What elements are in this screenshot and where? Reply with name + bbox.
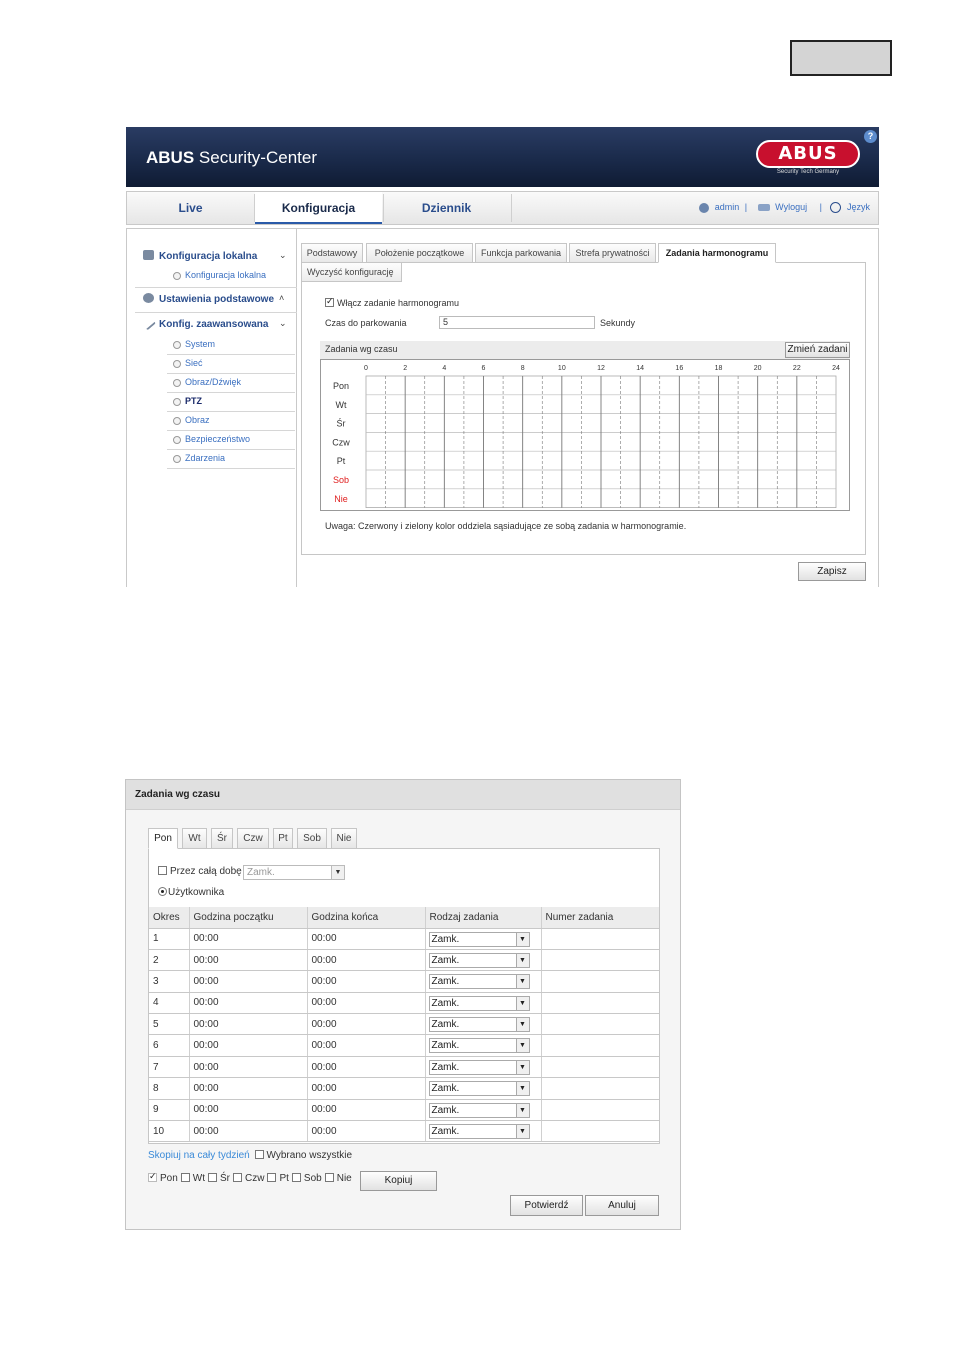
app-title: ABUS Security-Center — [146, 148, 317, 167]
chevron-down-icon: ▼ — [516, 1061, 529, 1074]
start-time-cell[interactable]: 00:00 — [189, 1035, 307, 1056]
day-label: Czw — [332, 437, 350, 448]
copy-day-checkbox[interactable] — [148, 1173, 157, 1182]
task-type-cell[interactable] — [425, 1099, 541, 1120]
task-type-select[interactable]: Zamk. ▼ — [429, 1103, 530, 1118]
start-time-cell[interactable]: 00:00 — [189, 1014, 307, 1035]
language-link[interactable]: Język — [846, 202, 870, 212]
start-time-cell[interactable]: 00:00 — [189, 971, 307, 992]
task-type-cell[interactable] — [425, 971, 541, 992]
period-cell: 10 — [149, 1121, 189, 1142]
task-type-select[interactable]: Zamk. ▼ — [429, 1017, 530, 1032]
copy-day-label: Wt — [192, 1173, 206, 1184]
task-dialog-screenshot — [125, 779, 681, 1230]
start-time-cell[interactable]: 00:00 — [189, 928, 307, 949]
hour-label: 24 — [832, 365, 840, 372]
custom-radio[interactable] — [158, 887, 167, 896]
all-day-checkbox[interactable] — [158, 866, 167, 875]
tab-day-tue[interactable]: Wt — [182, 828, 207, 849]
period-cell: 9 — [149, 1099, 189, 1120]
end-time-cell[interactable]: 00:00 — [307, 1014, 425, 1035]
chevron-down-icon: ▼ — [516, 933, 529, 946]
day-label: Nie — [334, 493, 348, 504]
sidebar-item-image[interactable]: Obraz — [167, 412, 295, 431]
sidebar-item-network[interactable]: Sieć — [167, 355, 295, 374]
separator: | — [744, 202, 748, 212]
schedule-timeline[interactable] — [321, 360, 849, 510]
chevron-down-icon: ▼ — [516, 1125, 529, 1138]
hour-label: 8 — [520, 365, 525, 372]
enable-schedule-checkbox[interactable] — [325, 298, 334, 307]
enable-schedule-row — [325, 298, 459, 308]
day-label: Pt — [336, 456, 346, 467]
header-banner — [126, 127, 879, 187]
chevron-down-icon: ▼ — [516, 1018, 529, 1031]
all-day-select[interactable]: Zamk. ▼ — [243, 865, 345, 880]
dialog-body — [148, 848, 660, 1144]
dialog-title: Zadania wg czasu — [126, 780, 680, 810]
sidebar-item-ptz[interactable]: PTZ — [167, 393, 295, 412]
enable-schedule-label: Włącz zadanie harmonogramu — [337, 298, 460, 308]
table-row — [149, 971, 659, 992]
task-number-cell — [541, 992, 659, 1013]
chevron-down-icon: ▼ — [516, 954, 529, 967]
wrench-icon — [141, 316, 156, 331]
period-cell: 1 — [149, 928, 189, 949]
copy-day-label: Sob — [303, 1173, 322, 1184]
table-row — [149, 949, 659, 970]
task-number-cell — [541, 1099, 659, 1120]
period-cell: 5 — [149, 1014, 189, 1035]
day-label: Pon — [332, 381, 350, 391]
sidebar-local-config[interactable]: Konfiguracja lokalna — [143, 250, 257, 262]
sidebar-item-events[interactable]: Zdarzenia — [167, 450, 295, 469]
sidebar-advanced-config[interactable]: Konfig. zaawansowana — [143, 318, 268, 330]
copy-button[interactable]: Kopiuj — [360, 1171, 437, 1191]
abus-logo: ABUS — [756, 140, 860, 168]
hour-label: 20 — [753, 365, 762, 372]
task-number-cell — [541, 1078, 659, 1099]
hour-label: 4 — [442, 365, 447, 372]
start-time-cell[interactable]: 00:00 — [189, 1078, 307, 1099]
tab-day-wed[interactable]: Śr — [211, 828, 233, 849]
confirm-button[interactable]: Potwierdź — [510, 1195, 583, 1216]
tab-day-sun[interactable]: Nie — [331, 828, 357, 849]
period-cell: 3 — [149, 971, 189, 992]
chevron-down-icon: ▼ — [516, 975, 529, 988]
task-number-cell — [541, 1014, 659, 1035]
task-number-cell — [541, 928, 659, 949]
task-type-cell[interactable] — [425, 1078, 541, 1099]
chevron-down-icon: ▼ — [516, 1104, 529, 1117]
monitor-icon — [143, 250, 154, 260]
period-cell: 6 — [149, 1035, 189, 1056]
table-row — [149, 1078, 659, 1099]
scheduled-tasks-panel — [301, 262, 866, 555]
start-time-cell[interactable]: 00:00 — [189, 1056, 307, 1077]
logout-icon — [758, 204, 770, 211]
tab-day-mon[interactable]: Pon — [148, 828, 178, 849]
nav-tab-live[interactable]: Live — [178, 201, 203, 215]
end-time-cell[interactable]: 00:00 — [307, 1099, 425, 1120]
content-area — [126, 228, 879, 587]
copy-week-row — [148, 1150, 352, 1161]
chevron-down-icon[interactable]: ⌄ — [279, 318, 287, 328]
globe-icon — [830, 202, 841, 213]
hour-label: 22 — [792, 365, 801, 372]
start-time-cell[interactable]: 00:00 — [189, 992, 307, 1013]
task-type-cell[interactable] — [425, 992, 541, 1013]
select-all-checkbox[interactable] — [255, 1150, 264, 1159]
hour-label: 0 — [364, 365, 368, 372]
end-time-cell[interactable]: 00:00 — [307, 928, 425, 949]
task-type-cell[interactable] — [425, 928, 541, 949]
tab-privacy-zone[interactable]: Strefa prywatności — [569, 243, 656, 263]
chevron-down-icon: ▼ — [331, 866, 344, 879]
main-panel — [301, 243, 866, 577]
all-day-label: Przez całą dobę — [170, 866, 242, 877]
end-time-cell[interactable]: 00:00 — [307, 1121, 425, 1142]
hour-label: 6 — [481, 365, 486, 372]
column-header: Rodzaj zadania — [425, 907, 541, 928]
copy-day-checkbox[interactable] — [292, 1173, 301, 1182]
tab-clear-config[interactable]: Wyczyść konfigurację — [302, 263, 402, 282]
edit-schedule-button[interactable]: Zmień zadani — [785, 342, 850, 358]
column-header: Godzina końca — [307, 907, 425, 928]
tasks-table — [149, 907, 659, 1142]
day-label: Śr — [336, 418, 346, 429]
start-time-cell[interactable]: 00:00 — [189, 1121, 307, 1142]
task-type-select[interactable]: Zamk. ▼ — [429, 1038, 530, 1053]
task-type-cell[interactable] — [425, 1121, 541, 1142]
hour-label: 10 — [557, 365, 566, 372]
hour-label: 18 — [714, 365, 723, 372]
end-time-cell[interactable]: 00:00 — [307, 992, 425, 1013]
chevron-down-icon: ▼ — [516, 1082, 529, 1095]
task-type-cell[interactable] — [425, 1014, 541, 1035]
task-number-cell — [541, 949, 659, 970]
chevron-up-icon[interactable]: ˄ — [279, 293, 285, 303]
schedule-config-screenshot — [126, 127, 879, 587]
day-label: Wt — [335, 399, 347, 410]
sidebar-basic-settings[interactable]: Ustawienia podstawowe — [143, 293, 274, 305]
sidebar-item-security[interactable]: Bezpieczeństwo — [167, 431, 295, 450]
copy-day-label: Pon — [160, 1173, 178, 1184]
hour-label: 2 — [403, 365, 408, 372]
start-time-cell[interactable]: 00:00 — [189, 1099, 307, 1120]
copy-day-checkbox[interactable] — [208, 1173, 217, 1182]
task-type-cell[interactable] — [425, 1056, 541, 1077]
task-type-cell[interactable] — [425, 1035, 541, 1056]
sidebar-divider — [135, 287, 297, 288]
sidebar-item-local-config[interactable]: Konfiguracja lokalna — [167, 267, 295, 286]
weekly-schedule-grid[interactable] — [320, 359, 850, 511]
user-name[interactable]: admin — [714, 202, 740, 212]
tab-day-fri[interactable]: Pt — [273, 828, 293, 849]
user-icon — [699, 203, 709, 213]
schedule-note: Uwaga: Czerwony i zielony kolor oddziela sąsiadujące ze sobą zadania w harmonogramie. — [325, 521, 687, 531]
tab-scheduled-tasks[interactable]: Zadania harmonogramu — [658, 243, 776, 263]
nav-tab-dziennik[interactable]: Dziennik — [421, 201, 472, 215]
hour-label: 12 — [597, 365, 605, 372]
park-time-input[interactable]: 5 — [439, 316, 595, 329]
table-row — [149, 1099, 659, 1120]
copy-day-label: Śr — [220, 1173, 231, 1184]
tab-park-function[interactable]: Funkcja parkowania — [475, 243, 567, 263]
task-type-select[interactable]: Zamk. ▼ — [429, 974, 530, 989]
sidebar-item-image-audio[interactable]: Obraz/Dźwięk — [167, 374, 295, 393]
tab-day-thu[interactable]: Czw — [237, 828, 269, 849]
hour-label: 14 — [636, 365, 645, 372]
tab-initial-position[interactable]: Położenie początkowe — [366, 243, 473, 263]
task-number-cell — [541, 971, 659, 992]
task-number-cell — [541, 1056, 659, 1077]
custom-row — [158, 887, 224, 898]
column-header: Godzina początku — [189, 907, 307, 928]
gear-icon — [143, 293, 154, 303]
table-row — [149, 928, 659, 949]
task-type-select[interactable]: Zamk. ▼ — [429, 1081, 530, 1096]
task-type-select[interactable]: Zamk. ▼ — [429, 932, 530, 947]
copy-day-checkbox[interactable] — [267, 1173, 276, 1182]
task-type-cell[interactable] — [425, 949, 541, 970]
column-header: Numer zadania — [541, 907, 659, 928]
task-type-select[interactable]: Zamk. ▼ — [429, 1124, 530, 1139]
copy-day-checkbox[interactable] — [325, 1173, 334, 1182]
tab-day-sat[interactable]: Sob — [297, 828, 327, 849]
task-type-select[interactable]: Zamk. ▼ — [429, 953, 530, 968]
table-row — [149, 1121, 659, 1142]
copy-day-label: Nie — [336, 1173, 352, 1184]
all-day-row — [158, 866, 242, 877]
period-cell: 7 — [149, 1056, 189, 1077]
copy-week-link[interactable]: Skopiuj na cały tydzień — [148, 1150, 250, 1161]
task-number-cell — [541, 1121, 659, 1142]
user-bar — [696, 202, 870, 213]
copy-day-label: Pt — [279, 1173, 289, 1184]
custom-label: Użytkownika — [168, 887, 225, 898]
copy-day-checkbox[interactable] — [233, 1173, 242, 1182]
page-number-box — [790, 40, 892, 76]
park-time-label: Czas do parkowania — [325, 318, 407, 328]
copy-day-checkbox[interactable] — [181, 1173, 190, 1182]
table-row — [149, 1056, 659, 1077]
chevron-down-icon: ▼ — [516, 1039, 529, 1052]
table-row — [149, 992, 659, 1013]
day-label: Sob — [332, 475, 350, 485]
park-time-unit: Sekundy — [600, 318, 636, 328]
table-header-row — [149, 907, 659, 928]
schedule-header — [320, 341, 850, 359]
tasks-table-body — [149, 928, 659, 1142]
period-cell: 8 — [149, 1078, 189, 1099]
chevron-down-icon[interactable]: ⌄ — [279, 250, 287, 260]
start-time-cell[interactable]: 00:00 — [189, 949, 307, 970]
end-time-cell[interactable]: 00:00 — [307, 1035, 425, 1056]
end-time-cell[interactable]: 00:00 — [307, 1078, 425, 1099]
copy-day-label: Czw — [245, 1173, 265, 1184]
end-time-cell[interactable]: 00:00 — [307, 949, 425, 970]
end-time-cell[interactable]: 00:00 — [307, 971, 425, 992]
task-type-select[interactable]: Zamk. ▼ — [429, 1060, 530, 1075]
tab-basic[interactable]: Podstawowy — [301, 243, 363, 263]
table-row — [149, 1014, 659, 1035]
separator: | — [819, 202, 822, 212]
sidebar — [127, 229, 297, 587]
help-icon[interactable]: ? — [864, 130, 877, 143]
logo-tagline: Security Tech Germany — [776, 169, 840, 175]
nav-divider — [511, 194, 512, 222]
period-cell: 4 — [149, 992, 189, 1013]
hour-label: 16 — [675, 365, 684, 372]
logout-link[interactable]: Wyloguj — [775, 202, 808, 212]
sidebar-item-system[interactable]: System — [167, 336, 295, 355]
select-all-label: Wybrano wszystkie — [266, 1150, 353, 1161]
main-nav — [126, 191, 879, 225]
chevron-down-icon: ▼ — [516, 997, 529, 1010]
task-type-select[interactable]: Zamk. ▼ — [429, 996, 530, 1011]
table-row — [149, 1035, 659, 1056]
schedule-title: Zadania wg czasu — [325, 344, 398, 354]
save-button[interactable]: Zapisz — [798, 562, 866, 581]
period-cell: 2 — [149, 949, 189, 970]
end-time-cell[interactable]: 00:00 — [307, 1056, 425, 1077]
sidebar-divider — [135, 312, 297, 313]
nav-tab-konfiguracja[interactable]: Konfiguracja — [255, 192, 382, 224]
task-number-cell — [541, 1035, 659, 1056]
cancel-button[interactable]: Anuluj — [585, 1195, 659, 1216]
copy-days-row — [148, 1173, 355, 1184]
column-header: Okres — [149, 907, 189, 928]
